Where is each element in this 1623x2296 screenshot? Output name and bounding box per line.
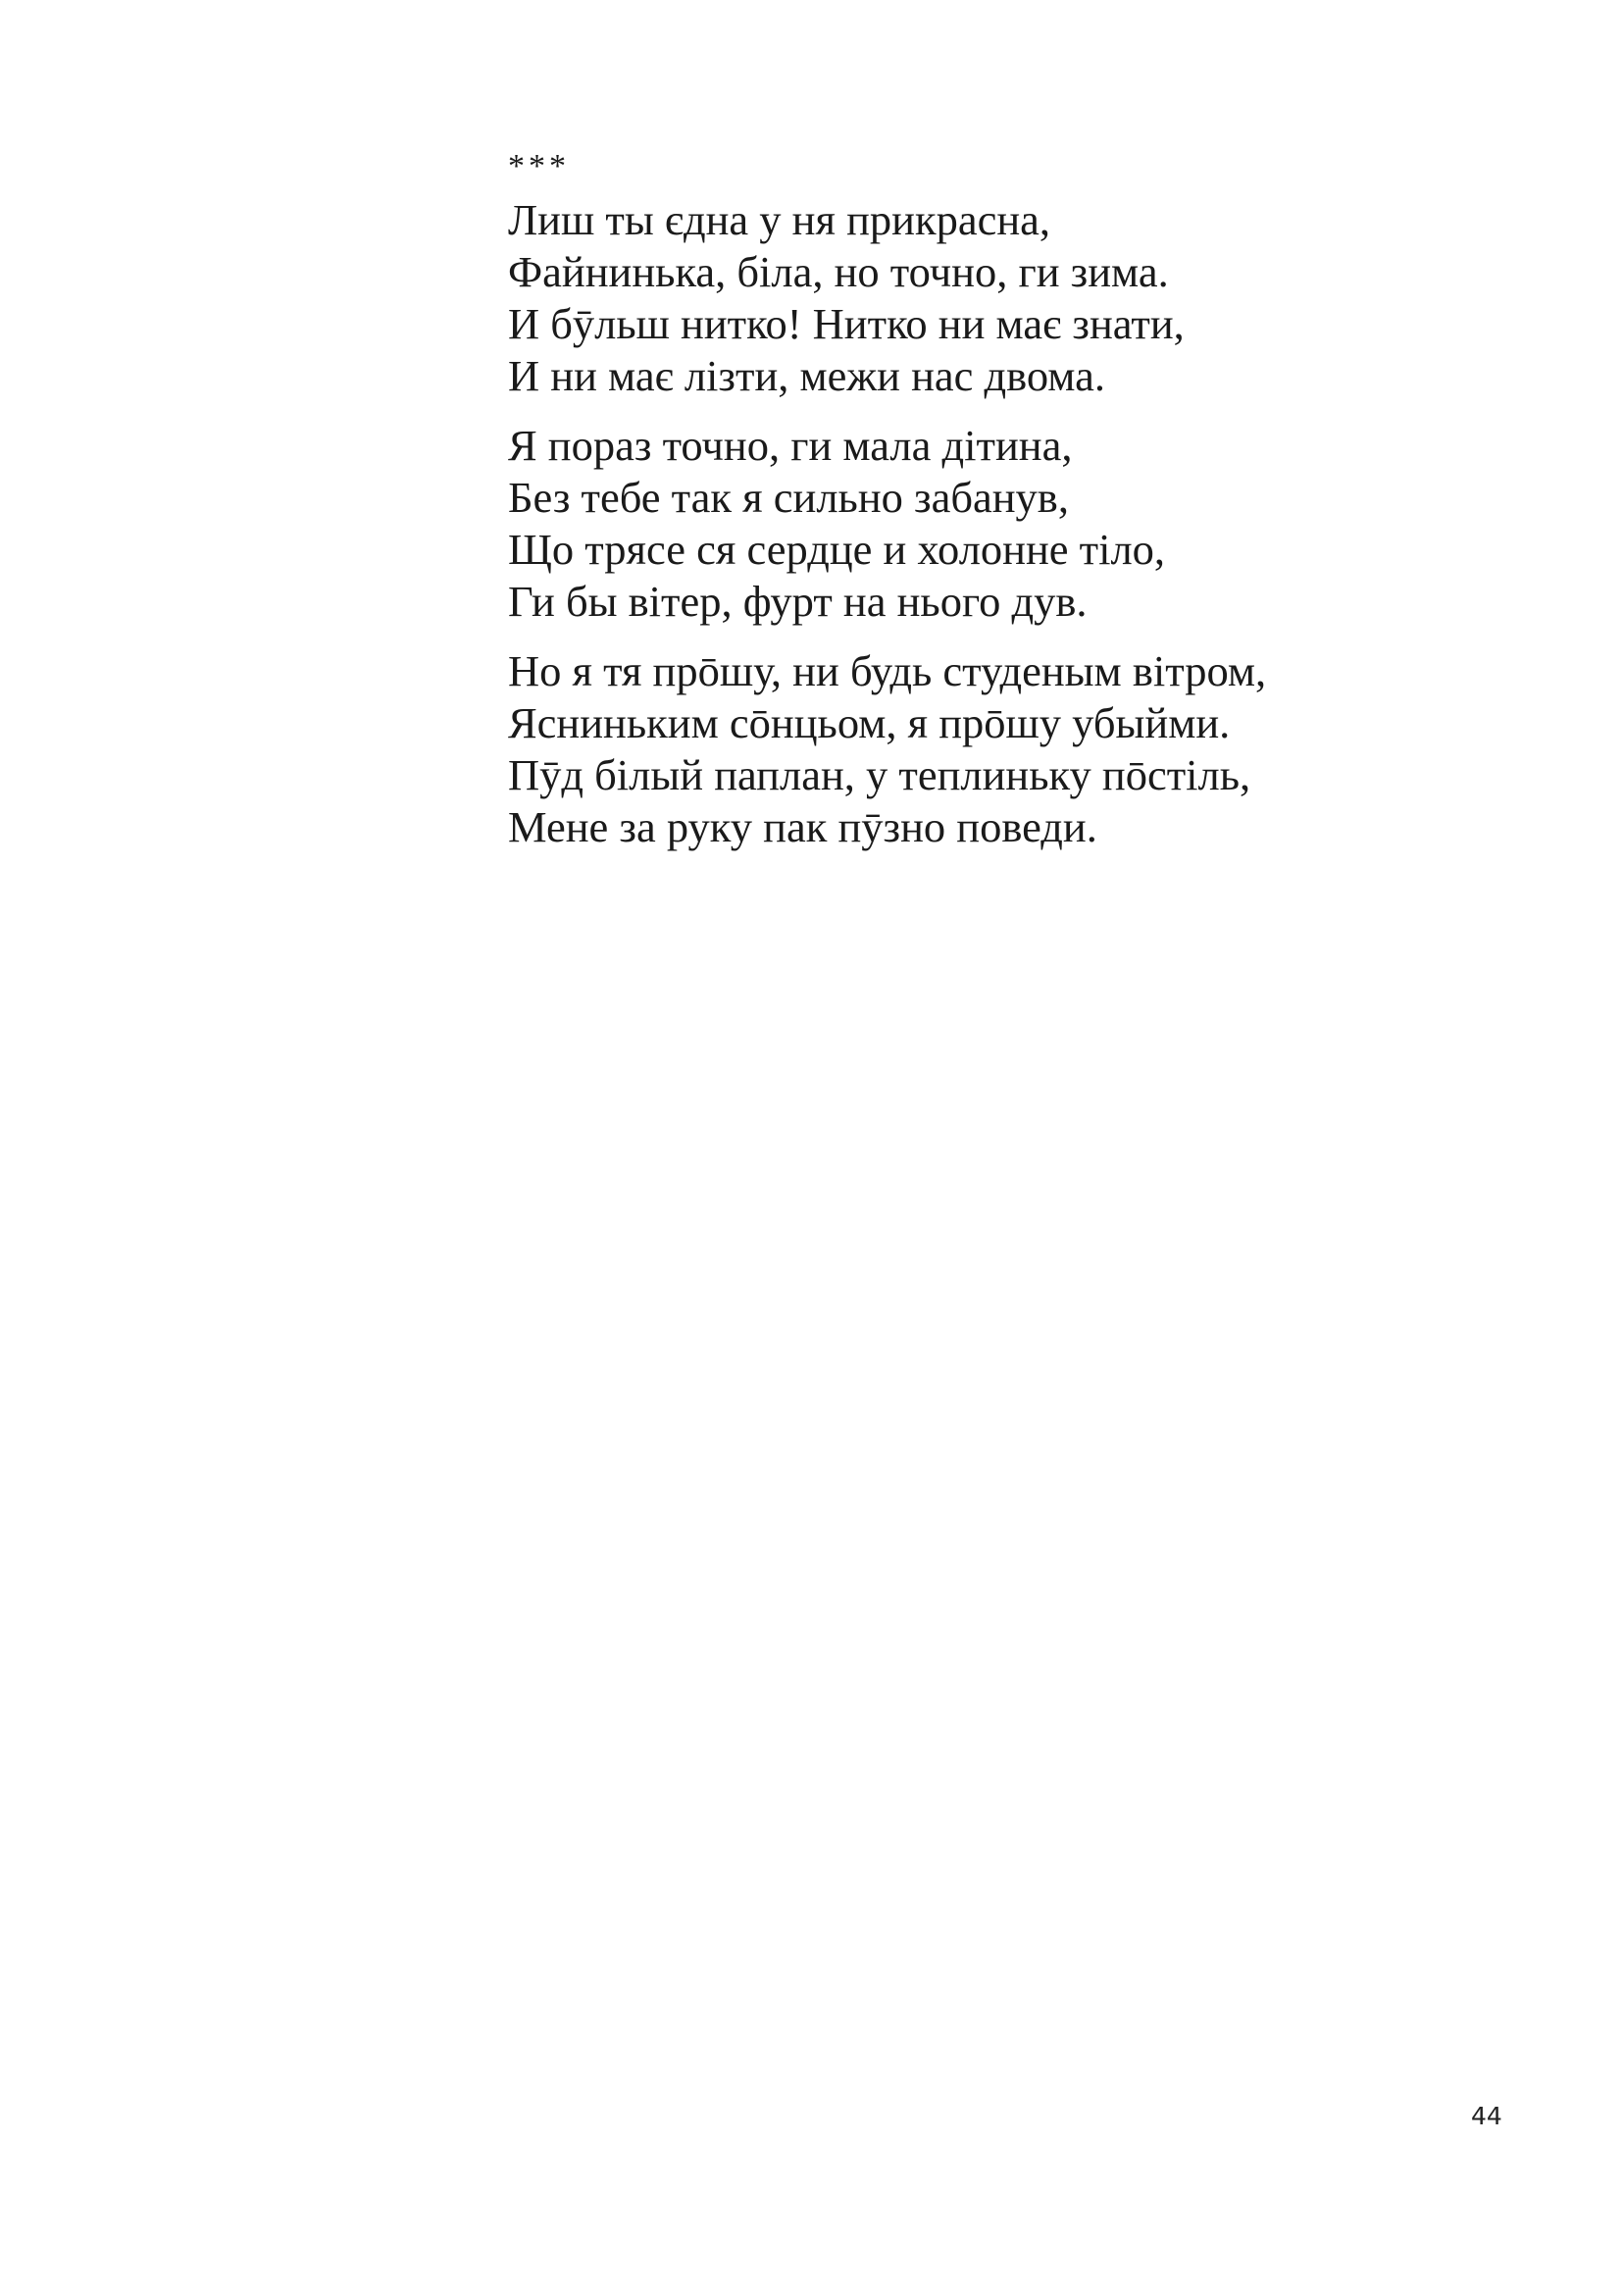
poem-line: Файнинька, біла, но точно, ги зима. xyxy=(508,247,1169,296)
poem-line: Мене за руку пак пӯзно поведи. xyxy=(508,802,1097,851)
poem-line: Пӯд білый паплан, у теплиньку пōстіль, xyxy=(508,750,1251,799)
poem-line: Я пораз точно, ги мала дітина, xyxy=(508,421,1073,470)
poem xyxy=(508,147,1391,871)
stanza-2 xyxy=(508,420,1391,628)
poem-line: Лиш ты єдна у ня прикрасна, xyxy=(508,195,1051,244)
stanza-1 xyxy=(508,194,1391,402)
stanza-3 xyxy=(508,645,1391,853)
poem-line: И ни має лізти, межи нас двома. xyxy=(508,351,1106,400)
poem-line: Що трясе ся сердце и холонне тіло, xyxy=(508,525,1166,574)
page-number: 44 xyxy=(1471,2102,1502,2130)
poem-line: Ясниньким сōнцьом, я прōшу убыйми. xyxy=(508,698,1231,747)
poem-line: Без тебе так я сильно забанув, xyxy=(508,473,1069,522)
poem-line: Но я тя прōшу, ни будь студеным вітром, xyxy=(508,646,1267,695)
section-separator: *** xyxy=(508,148,570,184)
poem-line: Ги бы вітер, фурт на нього дув. xyxy=(508,577,1088,626)
poem-line: И бӯльш нитко! Нитко ни має знати, xyxy=(508,299,1185,348)
